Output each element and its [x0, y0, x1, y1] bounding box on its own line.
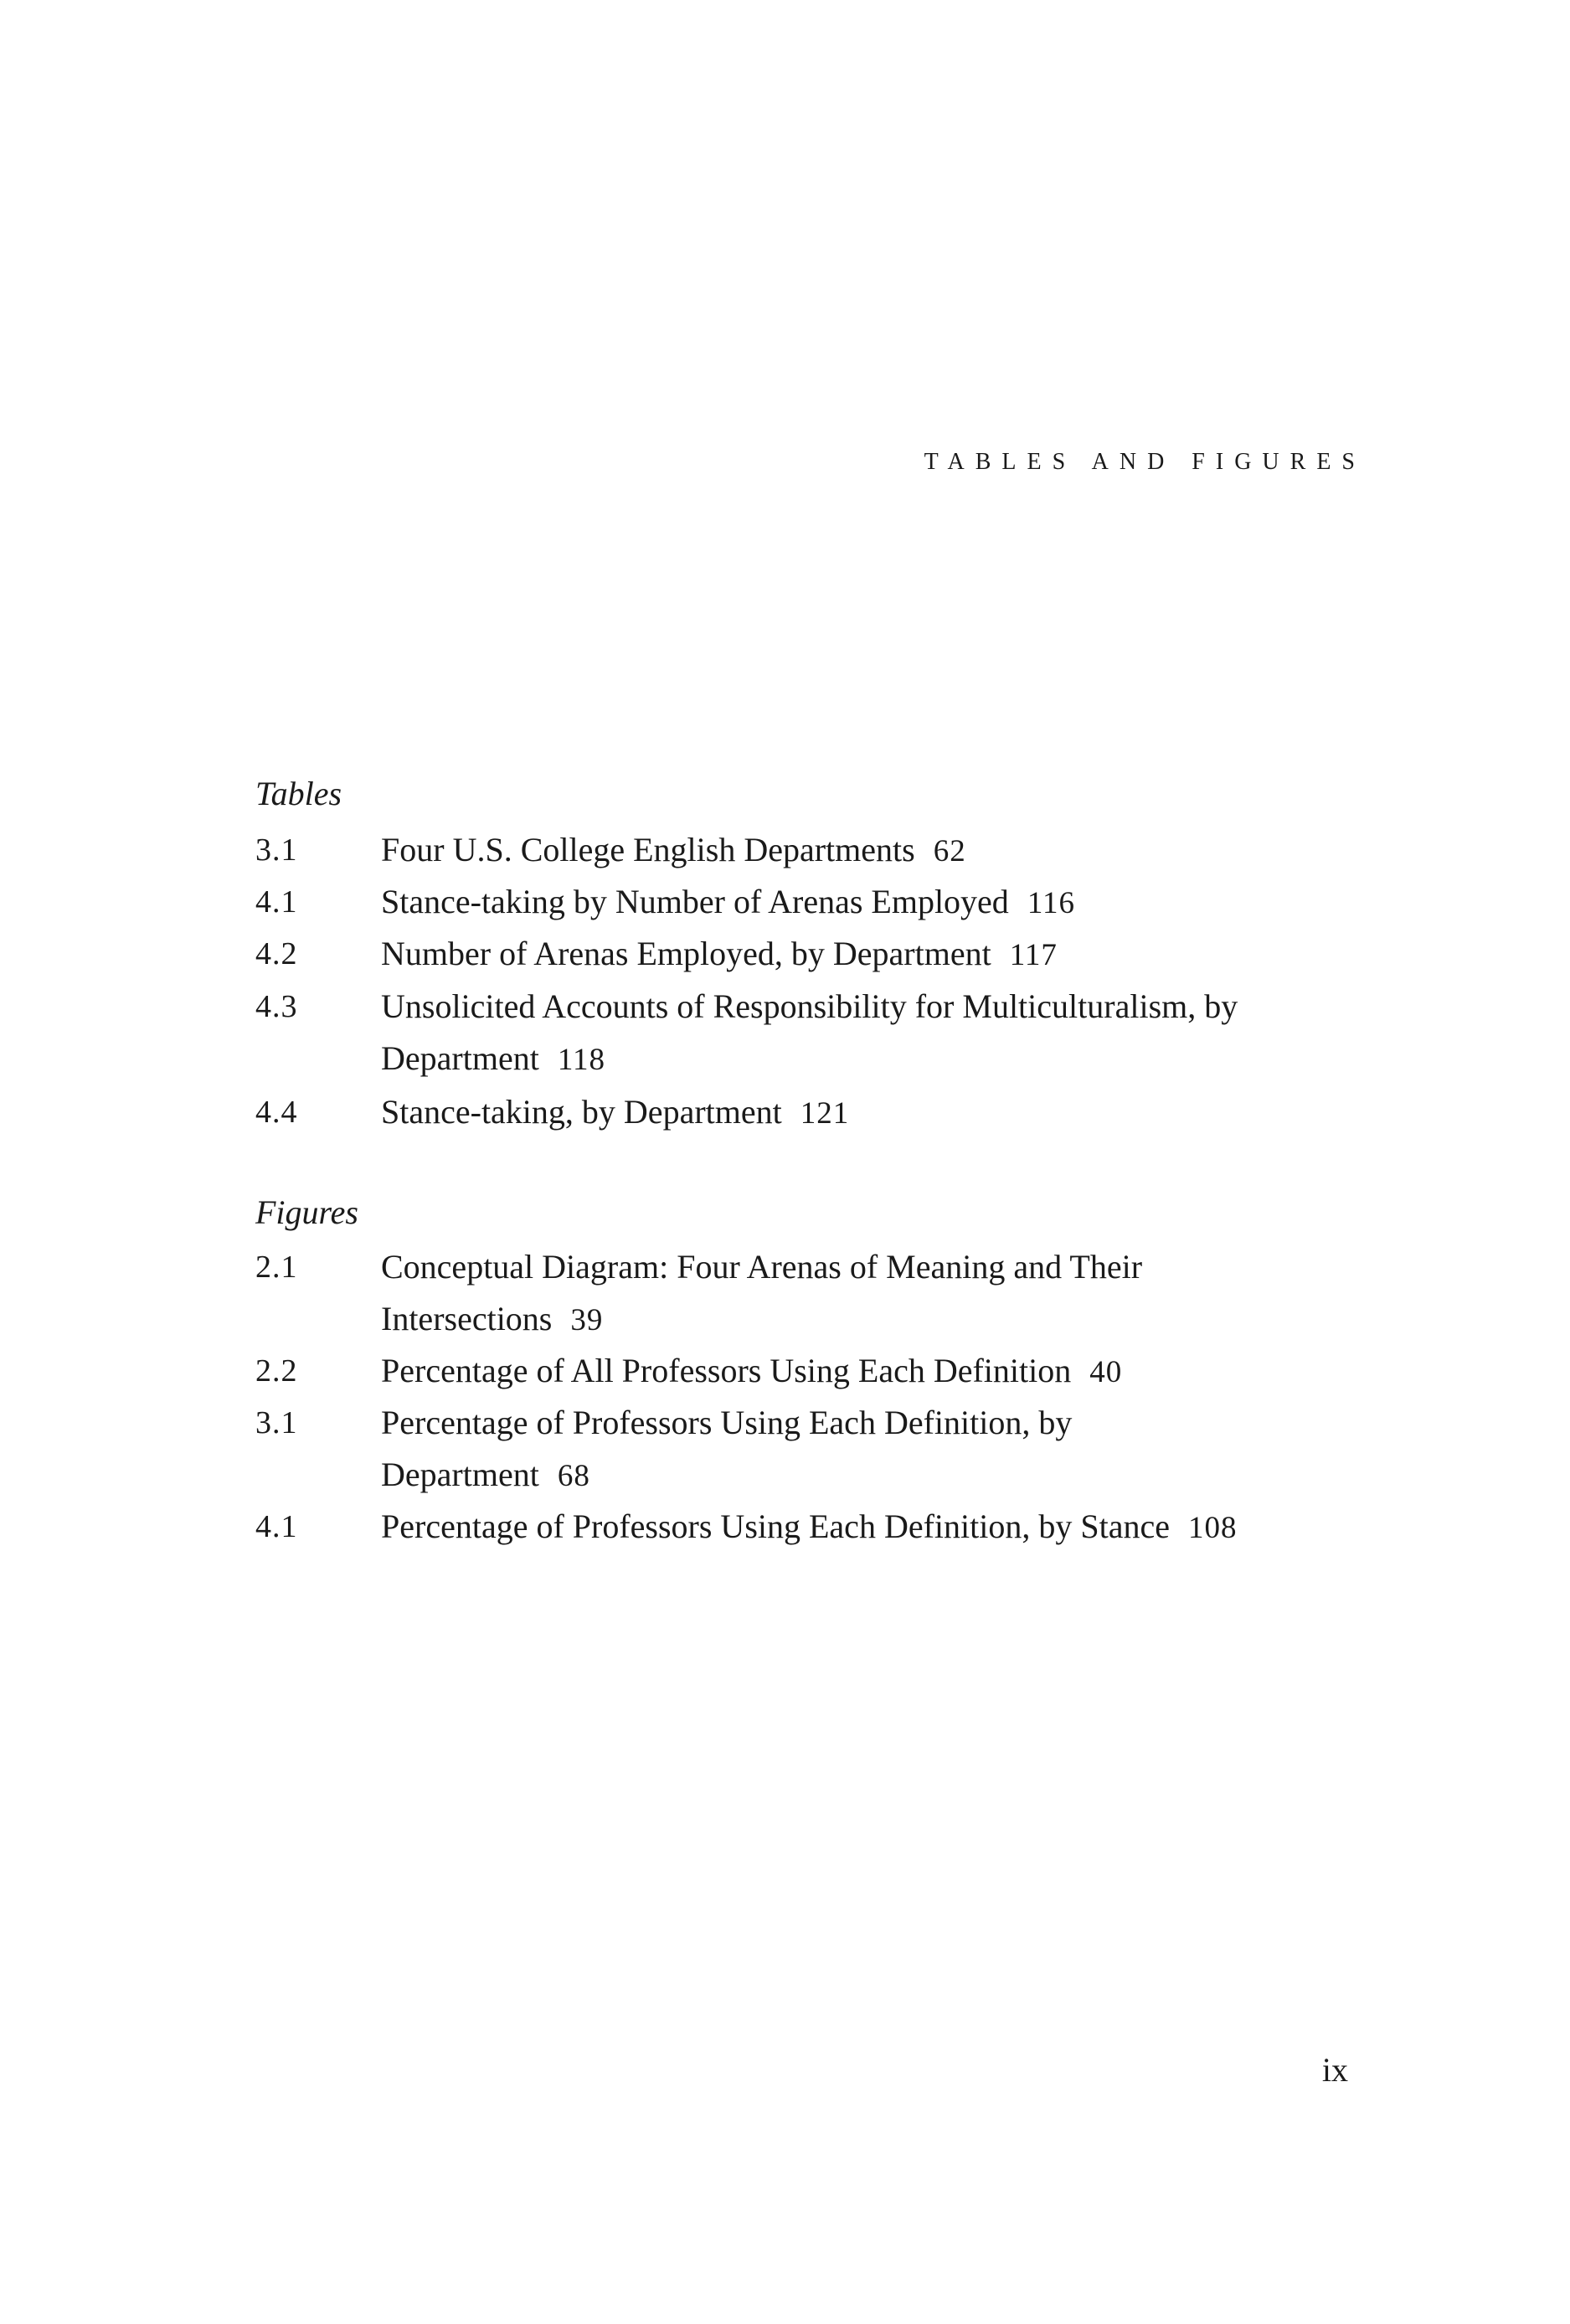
entry-number: 2.1 [255, 1250, 298, 1285]
page-title: TABLES AND FIGURES [924, 449, 1366, 475]
entry-number: 4.3 [255, 989, 298, 1024]
page-number: ix [1321, 2051, 1348, 2089]
entry-page: 116 [1027, 886, 1075, 920]
entry-number: 3.1 [255, 1405, 298, 1440]
entry-page: 118 [557, 1043, 605, 1077]
entry-title: Four U.S. College English Departments [381, 831, 915, 868]
entry-title: Number of Arenas Employed, by Department [381, 935, 991, 972]
entry-title: Conceptual Diagram: Four Arenas of Meaning and Their Intersections [381, 1248, 1143, 1337]
tables-section-label: Tables [255, 775, 342, 812]
entry-number: 4.4 [255, 1095, 298, 1130]
entry-page: 62 [933, 834, 966, 868]
entry-page: 39 [570, 1303, 604, 1337]
entry-number: 4.1 [255, 884, 298, 920]
entry-number: 4.2 [255, 936, 298, 971]
entry-number: 3.1 [255, 832, 298, 868]
entry-title: Unsolicited Accounts of Responsibility for Multiculturalism, by Department [381, 987, 1238, 1077]
entry-page: 40 [1089, 1355, 1123, 1389]
entry-page: 108 [1187, 1511, 1238, 1545]
entry-number: 4.1 [255, 1509, 298, 1544]
entry-title: Stance-taking, by Department [381, 1093, 782, 1131]
entry-page: 121 [800, 1096, 850, 1131]
figures-section-label: Figures [255, 1193, 358, 1231]
entry-title: Percentage of All Professors Using Each Definition [381, 1352, 1072, 1389]
entry-page: 117 [1009, 938, 1058, 972]
entry-title: Stance-taking by Number of Arenas Employed [381, 883, 1009, 920]
entry-number: 2.2 [255, 1353, 298, 1389]
entry-title: Percentage of Professors Using Each Definition, by Department [381, 1404, 1073, 1493]
entry-title: Percentage of Professors Using Each Definition, by Stance [381, 1507, 1170, 1545]
entry-page: 68 [557, 1459, 590, 1493]
